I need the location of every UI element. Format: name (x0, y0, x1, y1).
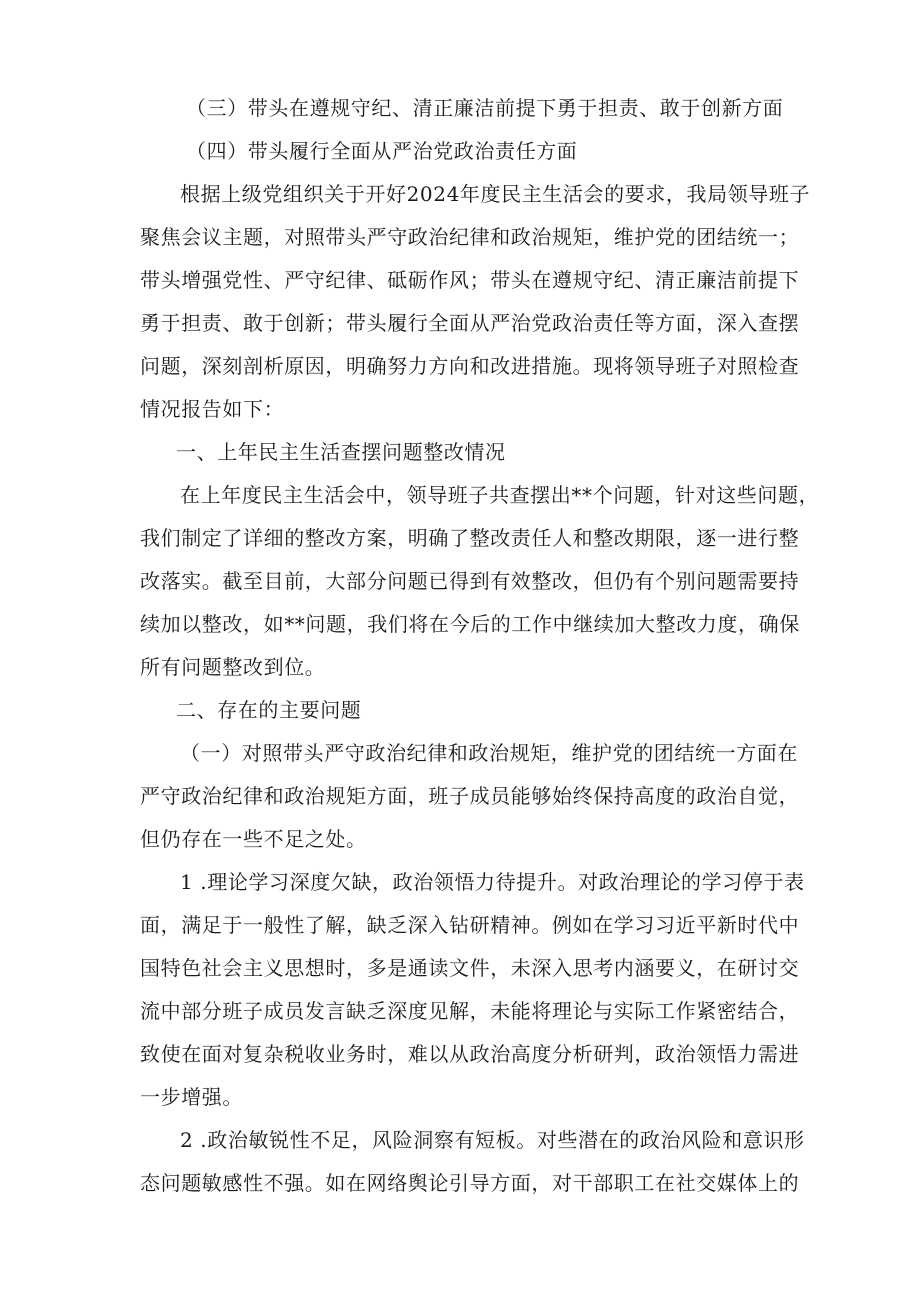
paragraph-line: 但仍存在一些不足之处。 (140, 827, 367, 851)
paragraph-line: 我们制定了详细的整改方案，明确了整改责任人和整改期限，逐一进行整 (140, 526, 800, 550)
paragraph-line: 态问题敏感性不强。如在网络舆论引导方面，对干部职工在社交媒体上的 (140, 1171, 800, 1195)
paragraph-line: 在上年度民主生活会中，领导班子共查摆出**个问题，针对这些问题， (180, 483, 820, 507)
paragraph-line: 致使在面对复杂税收业务时，难以从政治高度分析研判，政治领悟力需进 (140, 1042, 800, 1066)
section-heading-1: 一、上年民主生活查摆问题整改情况 (176, 440, 506, 464)
paragraph-line: 续加以整改，如**问题，我们将在今后的工作中继续加大整改力度，确保 (140, 612, 800, 636)
numbered-item-2: 2 .政治敏锐性不足，风险洞察有短板。对些潜在的政治风险和意识形 (180, 1128, 805, 1152)
heading-item-3: （三）带头在遵规守纪、清正廉洁前提下勇于担责、敢于创新方面 (186, 96, 784, 120)
paragraph-line: 问题，深刻剖析原因，明确努力方向和改进措施。现将领导班子对照检查 (140, 354, 800, 378)
paragraph-line: 一步增强。 (140, 1085, 243, 1109)
paragraph-line: 所有问题整改到位。 (140, 655, 326, 679)
paragraph-line: 面，满足于一般性了解，缺乏深入钻研精神。例如在学习习近平新时代中 (140, 913, 800, 937)
section-heading-2: 二、存在的主要问题 (176, 698, 362, 722)
paragraph-line: 严守政治纪律和政治规矩方面，班子成员能够始终保持高度的政治自觉， (140, 784, 800, 808)
paragraph-line: 国特色社会主义思想时，多是通读文件，未深入思考内涵要义，在研讨交 (140, 956, 800, 980)
paragraph-line: 根据上级党组织关于开好2024年度民主生活会的要求，我局领导班子 (180, 182, 811, 206)
paragraph-line: 改落实。截至目前，大部分问题已得到有效整改，但仍有个别问题需要持 (140, 569, 800, 593)
heading-item-4: （四）带头履行全面从严治党政治责任方面 (186, 139, 578, 163)
paragraph-line: 带头增强党性、严守纪律、砥砺作风；带头在遵规守纪、清正廉洁前提下 (140, 268, 800, 292)
paragraph-line: 勇于担责、敢于创新；带头履行全面从严治党政治责任等方面，深入查摆 (140, 311, 800, 335)
paragraph-line: 情况报告如下： (140, 397, 285, 421)
numbered-item-1: 1 .理论学习深度欠缺，政治领悟力待提升。对政治理论的学习停于表 (180, 870, 805, 894)
subheading-line: （一）对照带头严守政治纪律和政治规矩，维护党的团结统一方面在 (180, 741, 798, 765)
paragraph-line: 聚焦会议主题，对照带头严守政治纪律和政治规矩，维护党的团结统一； (140, 225, 800, 249)
paragraph-line: 流中部分班子成员发言缺乏深度见解，未能将理论与实际工作紧密结合， (140, 999, 800, 1023)
